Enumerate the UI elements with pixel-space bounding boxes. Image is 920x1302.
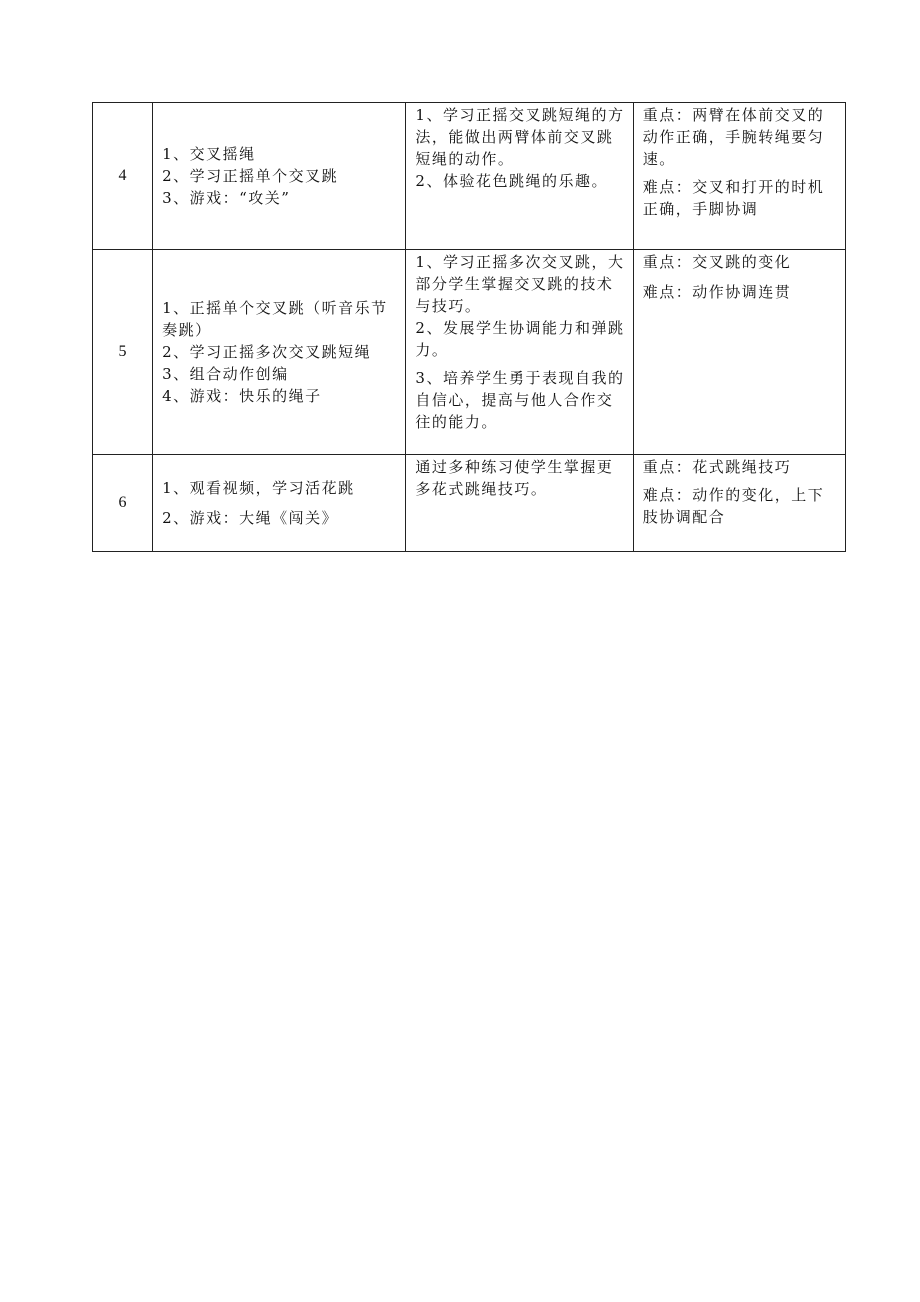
lesson-number: 6 [93, 455, 153, 552]
goal-item: 3、培养学生勇于表现自我的自信心，提高与他人合作交往的能力。 [415, 369, 625, 431]
goal-item: 通过多种练习使学生掌握更多花式跳绳技巧。 [415, 458, 614, 498]
lesson-goals [406, 250, 633, 455]
difficulty-point: 难点：动作协调连贯 [642, 283, 792, 301]
goal-item: 1、学习正摇交叉跳短绳的方法，能做出两臂体前交叉跳短绳的动作。 [415, 106, 625, 168]
content-item: 2、学习正摇单个交叉跳 [162, 167, 339, 185]
difficulty-point: 难点：动作的变化，上下肢协调配合 [642, 486, 825, 526]
lesson-content [153, 455, 406, 552]
lesson-number: 4 [93, 103, 153, 250]
content-item: 1、观看视频，学习活花跳 [162, 479, 355, 497]
content-item: 2、游戏：大绳《闯关》 [162, 509, 339, 527]
key-point: 重点：花式跳绳技巧 [642, 458, 792, 476]
lesson-content [153, 103, 406, 250]
table-row [93, 103, 846, 250]
content-item: 3、游戏：“攻关” [162, 189, 291, 207]
lesson-key-points [633, 250, 845, 455]
lesson-number: 5 [93, 250, 153, 455]
goal-item: 2、发展学生协调能力和弹跳力。 [415, 319, 625, 359]
lesson-plan-table [92, 102, 846, 552]
lesson-content [153, 250, 406, 455]
content-item: 1、正摇单个交叉跳（听音乐节奏跳） [162, 299, 388, 339]
goal-item: 2、体验花色跳绳的乐趣。 [415, 172, 608, 190]
table-row [93, 455, 846, 552]
content-item: 2、学习正摇多次交叉跳短绳 [162, 343, 372, 361]
key-point: 重点：交叉跳的变化 [642, 253, 792, 271]
goal-item: 1、学习正摇多次交叉跳，大部分学生掌握交叉跳的技术与技巧。 [415, 253, 625, 315]
lesson-key-points [633, 455, 845, 552]
content-item: 3、组合动作创编 [162, 365, 289, 383]
lesson-goals [406, 103, 633, 250]
lesson-key-points [633, 103, 845, 250]
key-point: 重点：两臂在体前交叉的动作正确，手腕转绳要匀速。 [642, 106, 825, 168]
content-item: 4、游戏：快乐的绳子 [162, 387, 322, 405]
difficulty-point: 难点：交叉和打开的时机正确，手脚协调 [642, 178, 825, 218]
table-row [93, 250, 846, 455]
lesson-goals [406, 455, 633, 552]
content-item: 1、交叉摇绳 [162, 145, 256, 163]
